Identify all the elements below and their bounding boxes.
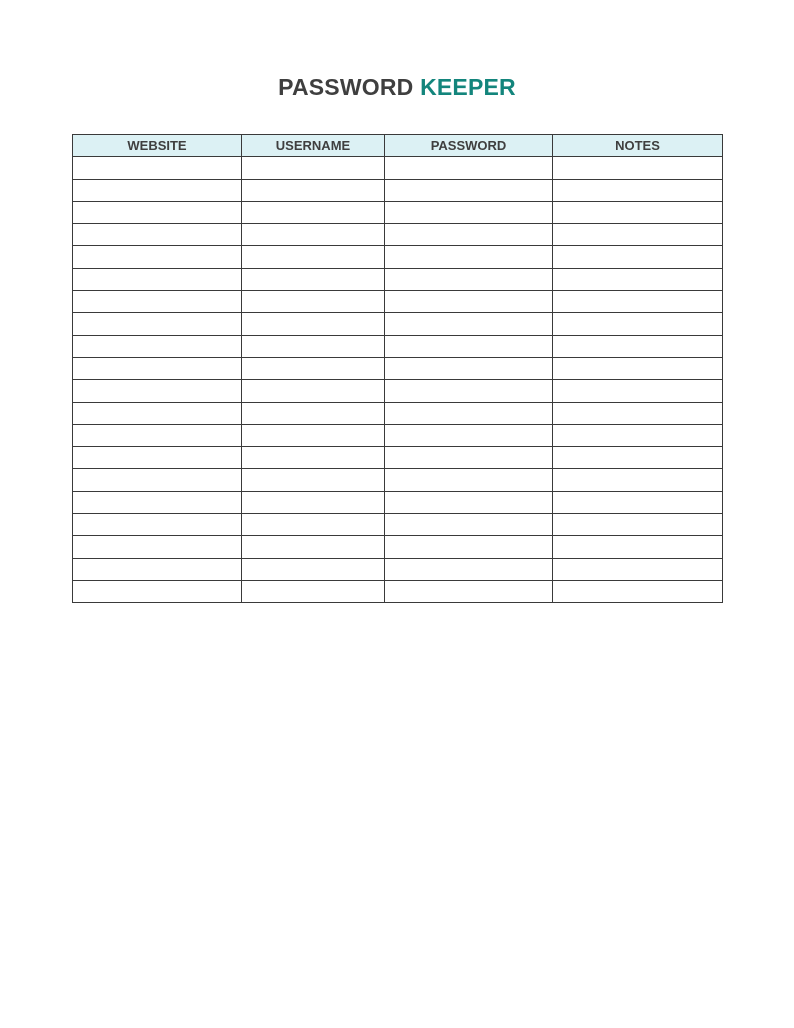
table-cell-username[interactable] <box>242 313 385 335</box>
table-cell-notes[interactable] <box>553 291 723 313</box>
table-cell-website[interactable] <box>73 380 242 402</box>
table-cell-password[interactable] <box>385 514 553 536</box>
table-cell-password[interactable] <box>385 380 553 402</box>
table-cell-password[interactable] <box>385 268 553 290</box>
table-cell-website[interactable] <box>73 447 242 469</box>
table-row <box>73 291 723 313</box>
table-row <box>73 246 723 268</box>
table-cell-password[interactable] <box>385 424 553 446</box>
title-keeper: KEEPER <box>420 74 516 100</box>
table-cell-notes[interactable] <box>553 491 723 513</box>
column-header-username: USERNAME <box>242 135 385 157</box>
column-header-notes: NOTES <box>553 135 723 157</box>
table-cell-website[interactable] <box>73 201 242 223</box>
table-cell-notes[interactable] <box>553 357 723 379</box>
table-cell-notes[interactable] <box>553 268 723 290</box>
table-cell-password[interactable] <box>385 491 553 513</box>
table-cell-username[interactable] <box>242 402 385 424</box>
table-row <box>73 201 723 223</box>
table-cell-password[interactable] <box>385 402 553 424</box>
table-cell-username[interactable] <box>242 514 385 536</box>
table-cell-notes[interactable] <box>553 447 723 469</box>
table-row <box>73 491 723 513</box>
table-cell-website[interactable] <box>73 402 242 424</box>
table-cell-notes[interactable] <box>553 335 723 357</box>
table-cell-website[interactable] <box>73 357 242 379</box>
table-cell-website[interactable] <box>73 224 242 246</box>
table-cell-password[interactable] <box>385 469 553 491</box>
table-cell-username[interactable] <box>242 201 385 223</box>
password-table <box>72 134 723 603</box>
table-cell-username[interactable] <box>242 580 385 602</box>
table-cell-username[interactable] <box>242 291 385 313</box>
table-cell-website[interactable] <box>73 424 242 446</box>
table-row <box>73 357 723 379</box>
table-row <box>73 224 723 246</box>
table-row <box>73 469 723 491</box>
table-row <box>73 424 723 446</box>
table-cell-password[interactable] <box>385 179 553 201</box>
table-cell-website[interactable] <box>73 268 242 290</box>
table-cell-notes[interactable] <box>553 246 723 268</box>
table-cell-username[interactable] <box>242 179 385 201</box>
table-cell-notes[interactable] <box>553 201 723 223</box>
table-row <box>73 179 723 201</box>
table-cell-password[interactable] <box>385 335 553 357</box>
table-cell-password[interactable] <box>385 580 553 602</box>
table-cell-website[interactable] <box>73 491 242 513</box>
table-cell-password[interactable] <box>385 313 553 335</box>
table-cell-username[interactable] <box>242 335 385 357</box>
table-cell-username[interactable] <box>242 224 385 246</box>
table-cell-website[interactable] <box>73 469 242 491</box>
title-password: PASSWORD <box>278 74 414 100</box>
table-cell-notes[interactable] <box>553 536 723 558</box>
table-cell-notes[interactable] <box>553 424 723 446</box>
table-cell-username[interactable] <box>242 268 385 290</box>
table-cell-website[interactable] <box>73 313 242 335</box>
table-row <box>73 313 723 335</box>
table-cell-username[interactable] <box>242 380 385 402</box>
table-cell-website[interactable] <box>73 179 242 201</box>
table-row <box>73 380 723 402</box>
table-cell-username[interactable] <box>242 246 385 268</box>
table-cell-notes[interactable] <box>553 157 723 179</box>
table-cell-notes[interactable] <box>553 558 723 580</box>
table-cell-website[interactable] <box>73 246 242 268</box>
table-cell-notes[interactable] <box>553 580 723 602</box>
table-row <box>73 447 723 469</box>
table-cell-notes[interactable] <box>553 313 723 335</box>
table-row <box>73 514 723 536</box>
table-cell-username[interactable] <box>242 357 385 379</box>
page-title <box>0 72 794 102</box>
column-header-password: PASSWORD <box>385 135 553 157</box>
table-cell-website[interactable] <box>73 335 242 357</box>
table-body <box>73 157 723 603</box>
table-cell-website[interactable] <box>73 157 242 179</box>
table-row <box>73 580 723 602</box>
table-row <box>73 335 723 357</box>
table-header-row <box>73 135 723 157</box>
table-cell-username[interactable] <box>242 447 385 469</box>
table-cell-password[interactable] <box>385 447 553 469</box>
table-cell-notes[interactable] <box>553 179 723 201</box>
table-cell-password[interactable] <box>385 536 553 558</box>
table-cell-password[interactable] <box>385 246 553 268</box>
column-header-website: WEBSITE <box>73 135 242 157</box>
table-cell-website[interactable] <box>73 291 242 313</box>
table-cell-username[interactable] <box>242 424 385 446</box>
table-cell-notes[interactable] <box>553 469 723 491</box>
table-cell-password[interactable] <box>385 201 553 223</box>
table-row <box>73 268 723 290</box>
table-cell-website[interactable] <box>73 580 242 602</box>
table-cell-notes[interactable] <box>553 380 723 402</box>
table-cell-password[interactable] <box>385 224 553 246</box>
table-cell-username[interactable] <box>242 157 385 179</box>
table-cell-password[interactable] <box>385 291 553 313</box>
table-cell-notes[interactable] <box>553 224 723 246</box>
table-cell-website[interactable] <box>73 558 242 580</box>
table-row <box>73 157 723 179</box>
table-cell-website[interactable] <box>73 536 242 558</box>
table-cell-password[interactable] <box>385 558 553 580</box>
table-cell-notes[interactable] <box>553 514 723 536</box>
table-row <box>73 402 723 424</box>
table-cell-username[interactable] <box>242 536 385 558</box>
table-cell-website[interactable] <box>73 514 242 536</box>
table-row <box>73 536 723 558</box>
table-cell-username[interactable] <box>242 491 385 513</box>
table-cell-notes[interactable] <box>553 402 723 424</box>
table-cell-username[interactable] <box>242 469 385 491</box>
table-row <box>73 558 723 580</box>
table-cell-password[interactable] <box>385 157 553 179</box>
table-cell-password[interactable] <box>385 357 553 379</box>
table-cell-username[interactable] <box>242 558 385 580</box>
